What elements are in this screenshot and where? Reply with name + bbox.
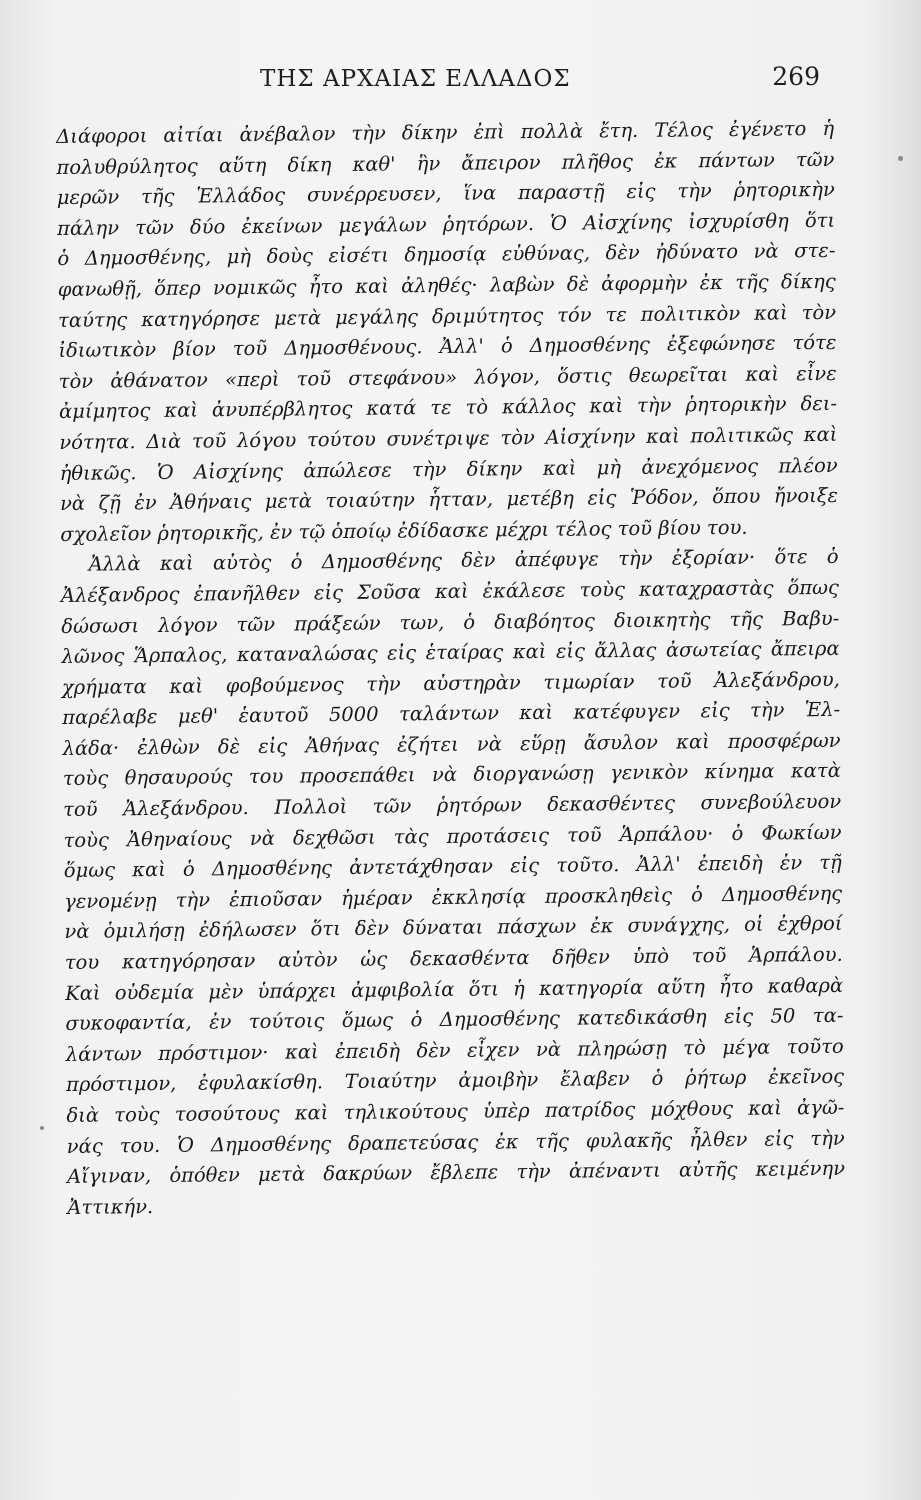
text-line: πρόστιμον, ἐφυλακίσθη. Τοιαύτην ἀμοιβὴν ἔλαβεν ὁ ῥήτωρ ἐκεῖνος (65, 1065, 845, 1097)
text-line: Ἀλλὰ καὶ αὐτὸς ὁ Δημοσθένης δὲν ἀπέφυγε τὴν ἐξορίαν· ὅτε ὁ (88, 545, 839, 576)
text-line: τοὺς Ἀθηναίους νὰ δεχθῶσι τὰς προτάσεις τοῦ Ἁρπάλου· ὁ Φωκίων (63, 820, 842, 852)
paper-speck (40, 1126, 44, 1130)
text-line: ἀμίμητος καὶ ἀνυπέρβλητος κατά τε τὸ κάλλος καὶ τὴν ῥητορικὴν δει- (58, 392, 838, 424)
text-line: χρήματα καὶ φοβούμενος τὴν αὐστηρὰν τιμωρίαν τοῦ Ἀλεξάνδρου, (61, 667, 840, 699)
text-line: Αἴγιναν, ὁπόθεν μετὰ δακρύων ἔβλεπε τὴν ἀπέναντι αὐτῆς κειμένην (66, 1156, 846, 1189)
text-line: ἰδιωτικὸν βίον τοῦ Δημοσθένους. Ἀλλ' ὁ Δημοσθένης ἐξεφώνησε τότε (58, 330, 837, 363)
page-number: 269 (772, 62, 820, 91)
text-line: φανωθῇ, ὅπερ νομικῶς ἦτο καὶ ἀληθές· λαβὼν δὲ ἀφορμὴν ἐκ τῆς δίκης (57, 269, 836, 301)
text-line: ταύτης κατηγόρησε μετὰ μεγάλης δριμύτητος τόν τε πολιτικὸν καὶ τὸν (57, 300, 837, 332)
text-line: Διάφοροι αἰτίαι ἀνέβαλον τὴν δίκην ἐπὶ πολλὰ ἔτη. Τέλος ἐγένετο ἡ (56, 116, 835, 148)
body-text (56, 114, 845, 1223)
page-header (60, 62, 840, 106)
text-line: μερῶν τῆς Ἑλλάδος συνέρρευσεν, ἵνα παραστῇ εἰς τὴν ῥητορικὴν (56, 178, 835, 210)
text-line: νὰ ζῇ ἐν Ἀθήναις μετὰ τοιαύτην ἧτταν, μετέβη εἰς Ῥόδον, ὅπου ἤνοιξε (59, 483, 839, 516)
text-line: δώσωσι λόγον τῶν πράξεών των, ὁ διαβόητος διοικητὴς τῆς Βαβυ- (61, 606, 840, 638)
text-line: γενομένῃ τὴν ἐπιοῦσαν ἡμέραν ἐκκλησίᾳ προσκληθεὶς ὁ Δημοσθένης (64, 881, 843, 913)
text-line: νὰ ὁμιλήσῃ ἐδήλωσεν ὅτι δὲν δύναται πάσχων ἐκ συνάγχης, οἱ ἐχθροί (64, 912, 843, 944)
text-line: νότητα. Διὰ τοῦ λόγου τούτου συνέτριψε τὸν Αἰσχίνην καὶ πολιτικῶς καὶ (59, 422, 838, 454)
text-line: λῶνος Ἅρπαλος, καταναλώσας εἰς ἑταίρας καὶ εἰς ἄλλας ἀσωτείας ἄπειρα (61, 636, 840, 669)
text-line: λάδα· ἐλθὼν δὲ εἰς Ἀθήνας ἐζήτει νὰ εὕρῃ ἄσυλον καὶ προσφέρων (62, 728, 841, 760)
text-line: νάς του. Ὁ Δημοσθένης δραπετεύσας ἐκ τῆς φυλακῆς ἦλθεν εἰς τὴν (66, 1126, 845, 1158)
text-line: συκοφαντία, ἐν τούτοις ὅμως ὁ Δημοσθένης κατεδικάσθη εἰς 50 τα- (65, 1004, 844, 1036)
paper-speck (898, 156, 903, 161)
text-line: πολυθρύλητος αὕτη δίκη καθ' ἣν ἄπειρον πλῆθος ἐκ πάντων τῶν (56, 147, 835, 179)
text-line: Ἀττικήν. (67, 1194, 154, 1219)
text-line: ὁ Δημοσθένης, μὴ δοὺς εἰσέτι δημοσίᾳ εὐθύνας, δὲν ἠδύνατο νὰ στε- (57, 239, 836, 271)
text-line: σχολεῖον ῥητορικῆς, ἐν τῷ ὁποίῳ ἐδίδασκε μέχρι τέλος τοῦ βίου του. (60, 515, 748, 546)
text-line: πάλην τῶν δύο ἐκείνων μεγάλων ῥητόρων. Ὁ Αἰσχίνης ἰσχυρίσθη ὅτι (56, 208, 836, 240)
text-line: Καὶ οὐδεμία μὲν ὑπάρχει ἀμφιβολία ὅτι ἡ κατηγορία αὕτη ἦτο καθαρὰ (65, 973, 844, 1005)
text-line: Ἀλέξανδρος ἐπανῆλθεν εἰς Σοῦσα καὶ ἐκάλεσε τοὺς καταχραστὰς ὅπως (60, 575, 840, 607)
text-line: ὅμως καὶ ὁ Δημοσθένης ἀντετάχθησαν εἰς τοῦτο. Ἀλλ' ἐπειδὴ ἐν τῇ (63, 851, 842, 883)
text-line: τὸν ἀθάνατον «περὶ τοῦ στεφάνου» λόγον, ὅστις θεωρεῖται καὶ εἶνε (58, 361, 837, 393)
text-line: λάντων πρόστιμον· καὶ ἐπειδὴ δὲν εἶχεν νὰ πληρώσῃ τὸ μέγα τοῦτο (65, 1034, 844, 1066)
text-line: παρέλαβε μεθ' ἑαυτοῦ 5000 ταλάντων καὶ κατέφυγεν εἰς τὴν Ἑλ- (62, 698, 841, 730)
text-line: του κατηγόρησαν αὐτὸν ὡς δεκασθέντα δῆθεν ὑπὸ τοῦ Ἁρπάλου. (64, 942, 843, 974)
text-line: ἠθικῶς. Ὁ Αἰσχίνης ἀπώλεσε τὴν δίκην καὶ μὴ ἀνεχόμενος πλέον (59, 453, 838, 485)
text-line: διὰ τοὺς τοσούτους καὶ τηλικούτους ὑπὲρ πατρίδος μόχθους καὶ ἀγῶ- (66, 1095, 845, 1127)
text-line: τοῦ Ἀλεξάνδρου. Πολλοὶ τῶν ῥητόρων δεκασθέντες συνεβούλευον (63, 789, 842, 822)
running-title: ΤΗΣ ΑΡΧΑΙΑΣ ΕΛΛΑΔΟΣ (260, 66, 571, 92)
text-line: τοὺς θησαυρούς του προσεπάθει νὰ διοργανώσῃ γενικὸν κίνημα κατὰ (62, 759, 841, 791)
